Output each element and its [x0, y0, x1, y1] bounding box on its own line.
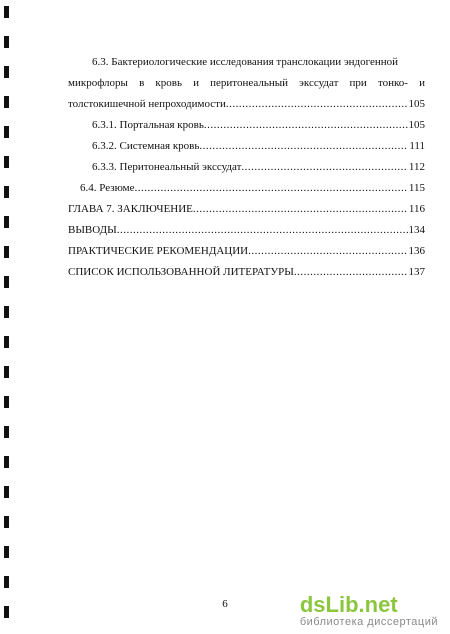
watermark-subtitle: библиотека диссертаций — [299, 616, 438, 628]
word: кровь — [155, 77, 182, 89]
toc-entry-page: 112 — [408, 161, 425, 173]
toc-entry-title: ГЛАВА 7. ЗАКЛЮЧЕНИЕ — [68, 203, 193, 215]
binding-mark — [4, 456, 9, 468]
toc-entry-page: 134 — [408, 224, 425, 236]
toc-entry — [92, 160, 425, 174]
leader-dots — [241, 160, 408, 174]
leader-dots — [248, 244, 407, 258]
toc-entry-page: 137 — [408, 266, 425, 278]
binding-mark — [4, 216, 9, 228]
binding-mark — [4, 186, 9, 198]
toc-entry — [68, 223, 425, 237]
leader-dots — [193, 202, 408, 216]
toc-entry-title: 6.3.2. Системная кровь — [92, 140, 200, 152]
word: и — [419, 77, 425, 89]
toc-entry-title: СПИСОК ИСПОЛЬЗОВАННОЙ ЛИТЕРАТУРЫ — [68, 266, 294, 278]
toc-entry — [68, 244, 425, 258]
toc-intro-line1: 6.3. Бактериологические исследования транслокации эндогенной — [92, 56, 399, 68]
word: при — [349, 77, 367, 89]
logo-dot: . — [358, 592, 365, 617]
word: микрофлоры — [68, 77, 128, 89]
page-number: 6 — [222, 598, 228, 610]
binding-mark — [4, 156, 9, 168]
word: в — [139, 77, 145, 89]
word: перитонеальный — [210, 77, 289, 89]
leader-dots — [135, 181, 408, 195]
toc-entry — [80, 181, 425, 195]
leader-dots — [204, 118, 408, 132]
toc-entry-title: ПРАКТИЧЕСКИЕ РЕКОМЕНДАЦИИ — [68, 245, 249, 257]
binding-mark — [4, 396, 9, 408]
binding-mark — [4, 246, 9, 258]
binding-mark — [4, 36, 9, 48]
toc-entry-page: 136 — [408, 245, 425, 257]
toc-entry-title: толстокишечной непроходимости — [68, 98, 226, 110]
toc-entry-page: 105 — [408, 119, 425, 131]
binding-mark — [4, 306, 9, 318]
binding-mark — [4, 546, 9, 558]
word: тонко- — [377, 77, 408, 89]
toc-entry-page: 105 — [408, 98, 425, 110]
binding-mark — [4, 486, 9, 498]
binding-mark — [4, 6, 9, 18]
toc-intro-line2 — [68, 76, 425, 90]
leader-dots — [294, 265, 408, 279]
binding-mark — [4, 576, 9, 588]
binding-mark — [4, 276, 9, 288]
leader-dots — [117, 223, 408, 237]
toc-entry — [68, 97, 425, 111]
binding-mark — [4, 336, 9, 348]
binding-mark — [4, 366, 9, 378]
binding-mark — [4, 96, 9, 108]
binding-mark — [4, 516, 9, 528]
logo-tld: net — [364, 592, 398, 617]
word: экссудат — [299, 77, 339, 89]
toc-entry — [68, 265, 425, 279]
toc-entry-title: 6.3.3. Перитонеальный экссудат — [92, 161, 242, 173]
toc-entry-title: 6.4. Резюме — [80, 182, 135, 194]
leader-dots — [199, 139, 408, 153]
binding-mark — [4, 66, 9, 78]
toc-entry-page: 115 — [408, 182, 425, 194]
toc-entry — [92, 118, 425, 132]
binding-mark — [4, 426, 9, 438]
binding-holes — [2, 0, 12, 634]
toc-entry-title: 6.3.1. Портальная кровь — [92, 119, 204, 131]
binding-mark — [4, 126, 9, 138]
toc-entry — [68, 202, 425, 216]
toc-entry-page: 116 — [408, 203, 425, 215]
word: и — [193, 77, 200, 89]
toc-entry-title: ВЫВОДЫ — [68, 224, 117, 236]
watermark — [300, 594, 438, 628]
toc-entry-page: 111 — [409, 140, 425, 152]
toc-entry — [92, 139, 425, 153]
leader-dots — [226, 97, 408, 111]
watermark-logo — [300, 594, 438, 616]
logo-main: dsLib — [299, 592, 359, 617]
